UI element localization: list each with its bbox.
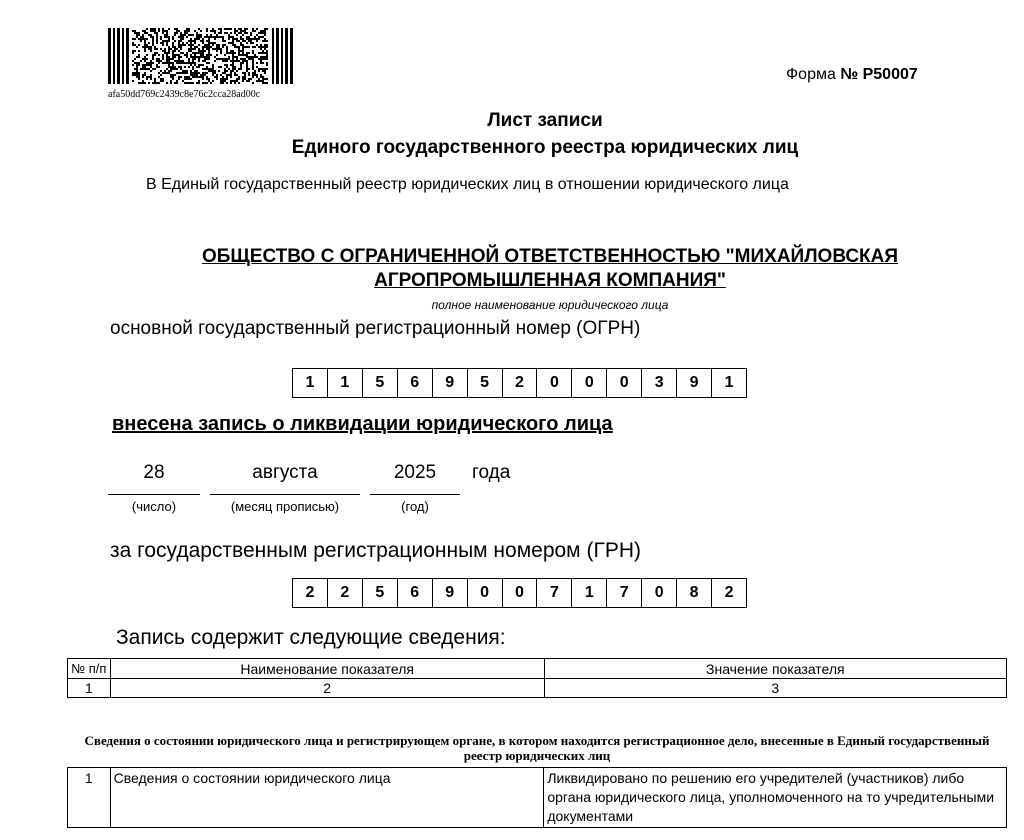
digit-cell: 0 [607, 369, 642, 397]
intro-text: В Единый государственный реестр юридических лиц в отношении юридического лица [146, 176, 789, 193]
digit-cell: 7 [607, 579, 642, 607]
section-heading: Сведения о состоянии юридического лица и регистрирующем органе, в котором находится регистрационное дело, внесенные в Единый государственный реестр юридических лиц [84, 733, 990, 763]
row-name: Сведения о состоянии юридического лица [110, 768, 544, 828]
form-code: № Р50007 [840, 66, 918, 83]
date-month-caption: (месяц прописью) [230, 499, 340, 514]
digit-cell: 1 [572, 579, 607, 607]
digit-cell: 5 [363, 579, 398, 607]
entity-name-caption: полное наименование юридического лица [431, 298, 669, 312]
digit-cell: 9 [433, 579, 468, 607]
date-year-caption: (год) [401, 499, 429, 514]
digit-cell: 2 [293, 579, 328, 607]
entity-name: ОБЩЕСТВО С ОГРАНИЧЕННОЙ ОТВЕТСТВЕННОСТЬЮ "МИХАЙЛОВСКАЯ АГРОПРОМЫШЛЕННАЯ КОМПАНИЯ" [201, 246, 899, 291]
digit-cell: 8 [677, 579, 712, 607]
col-number-3: 3 [544, 679, 1006, 698]
digit-cell: 6 [398, 579, 433, 607]
date-year: 2025 [393, 462, 437, 483]
document-title: Лист записи [487, 110, 603, 131]
barcode-code: afa50dd769c2439c8e76c2cca28ad00c [108, 89, 261, 100]
row-number: 1 [68, 768, 111, 828]
form-number [786, 66, 918, 84]
digit-cell: 3 [642, 369, 677, 397]
header-value: Значение показателя [544, 659, 1006, 679]
form-prefix: Форма [786, 66, 841, 83]
digit-cell: 1 [293, 369, 328, 397]
digit-cell: 0 [503, 579, 538, 607]
date-day-caption: (число) [131, 499, 177, 514]
digit-cell: 6 [398, 369, 433, 397]
ogrn-label: основной государственный регистрационный номер (ОГРН) [110, 318, 641, 339]
digit-cell: 9 [433, 369, 468, 397]
date-day: 28 [143, 462, 165, 483]
table-header-row [68, 659, 1007, 679]
digit-cell: 1 [712, 369, 747, 397]
digit-cell: 0 [537, 369, 572, 397]
digit-cell: 5 [468, 369, 503, 397]
digit-cell: 0 [468, 579, 503, 607]
digit-cell: 2 [503, 369, 538, 397]
digit-cell: 2 [712, 579, 747, 607]
header-name: Наименование показателя [110, 659, 544, 679]
col-number-2: 2 [110, 679, 544, 698]
record-type: внесена запись о ликвидации юридического лица [112, 413, 613, 435]
table-number-row [68, 679, 1007, 698]
info-table-rows [67, 767, 1007, 828]
contains-label: Запись содержит следующие сведения: [116, 626, 506, 649]
document-subtitle: Единого государственного реестра юридических лиц [291, 137, 799, 158]
date-day-line [108, 494, 200, 495]
date-year-line [370, 494, 460, 495]
digit-cell: 9 [677, 369, 712, 397]
grn-digits [292, 578, 747, 608]
digit-cell: 0 [642, 579, 677, 607]
digit-cell: 5 [363, 369, 398, 397]
date-month: августа [252, 462, 318, 483]
digit-cell: 2 [328, 579, 363, 607]
date-month-line [210, 494, 360, 495]
digit-cell: 1 [328, 369, 363, 397]
barcode-image [108, 28, 294, 84]
digit-cell: 7 [537, 579, 572, 607]
info-table-header [67, 658, 1007, 698]
header-number: № п/п [68, 659, 111, 679]
row-value: Ликвидировано по решению его учредителей (участников) либо органа юридического лица, уполномоченного на то учредительными документами [544, 768, 1007, 828]
grn-label: за государственным регистрационным номером (ГРН) [110, 539, 641, 562]
col-number-1: 1 [68, 679, 111, 698]
date-suffix: года [472, 462, 511, 483]
table-row [68, 768, 1007, 828]
ogrn-digits [292, 368, 747, 398]
digit-cell: 0 [572, 369, 607, 397]
